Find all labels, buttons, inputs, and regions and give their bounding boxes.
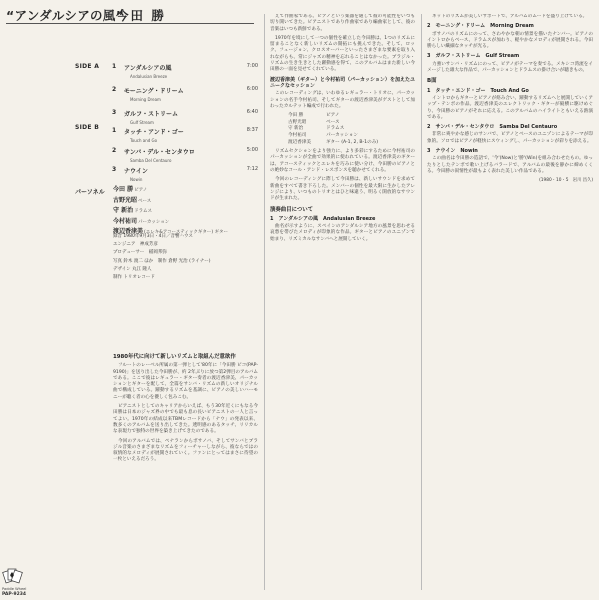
track-b2	[112, 147, 258, 163]
track-commentary-title: 2 サンバ・デル・センタウロ Samba Del Centauro	[427, 124, 558, 131]
essay-paragraph: フルートのレーベル所属の第一弾として'80年に「今田勝 ピコ(PAP-9190)」を送り出した今田勝が、約 2年ぶりに放つ第2弾目のアルバムである。ここで彼はレギュラー・ギター奏者の渡辺香津美、パーカッションとギターを配して、全篇をサンバ・リズムの新しいオリジナル曲で構成している。躍動するリズムを基調に、ピアノの美しいハーモニーが聴く者の心を優しく包みこむ。	[113, 363, 258, 400]
essay-paragraph: ボサノバのリズムにのって、さわやかな朝の情景を描いたナンバー。ピアノのイントロからベース、ドラムスが加わり、軽やかなメロディが展開される。今田勝らしい繊細なタッチが光る。	[427, 31, 593, 50]
track-title-en: Morning Dream	[130, 97, 161, 102]
track-title-jp: サンバ・デル・センタウロ	[124, 149, 195, 156]
essay-paragraph: ピアニストとしてのキャリアからいえば、もう30年近くにもなる今田勝は日本のジャズ界の中でも最も息の長いピアニストの一人と言ってよい。1970年の結成以来TBMレコードから「ナウ」の発表以来、数多くのアルバムを送り出してきた。透明感のあるタッチ、リリカルな表現力で独特の世界を築き上げてきたのである。	[113, 404, 258, 435]
section-heading: 演奏曲目について	[270, 206, 314, 213]
essay-paragraph: えて作曲家である。ピアノという楽器を通して彼の可能性をいつも切り開いてきた。ピアニストであり作曲家であり編曲家として、彼の音楽はいつも新鮮である。	[270, 14, 415, 32]
track-number: 2	[112, 147, 117, 154]
track-duration: 7:00	[246, 63, 258, 69]
essay-column-middle	[270, 14, 415, 594]
track-number: 3	[112, 166, 117, 173]
track-title-en: Nowin	[130, 177, 143, 182]
side-b-heading: B面	[427, 78, 437, 85]
track-commentary-title: 1 アンダルシアの風 Andalusian Breeze	[270, 215, 376, 222]
track-title-jp: アンダルシアの風	[124, 65, 172, 72]
header-rule	[6, 23, 254, 24]
track-commentary-title: 1 タッチ・エンド・ゴー Touch And Go	[427, 87, 529, 94]
track-commentary-title: 3 ガルフ・ストリーム Gulf Stream	[427, 53, 520, 60]
track-duration: 8:37	[246, 127, 258, 133]
personnel-member: 今田 勝ピアノ	[113, 186, 148, 193]
personnel-member: 渡辺香津美(エレキ&アコースティックギター) ギター	[113, 228, 228, 235]
essay-paragraph: イントロからギターとピアノが絡み合い、躍動するリズムへと展開していくアップ・テンポの作品。渡辺香津美のエレクトリック・ギターが縦横に駆けめぐり、今田勝のピアノがそれに応える。このアルバムのハイライトともいえる熱演である。	[427, 95, 593, 120]
session-roster: 今田 勝 ピアノ 古野光昭 ベース 守 新治 ドラムス 今村祐司 パーカッション 渡辺香津美 ギター (A-1, 2, B-1のみ)	[288, 113, 379, 145]
track-title-en: Samba Del Centauro	[130, 158, 172, 163]
track-title-jp: モーニング・ドリーム	[124, 88, 184, 95]
personnel-member: 守 新治ドラムス	[113, 207, 153, 214]
track-title-en: Andalusian Breeze	[130, 74, 168, 79]
track-title-en: Gulf Stream	[130, 120, 154, 125]
track-duration: 5:00	[246, 147, 258, 153]
track-duration: 6:00	[246, 86, 258, 92]
catalog-number: PAP-9234	[2, 592, 26, 597]
track-title-jp: ガルフ・ストリーム	[124, 111, 179, 118]
track-number: 2	[112, 86, 117, 93]
track-duration: 7:12	[246, 166, 258, 172]
essay-paragraph: この曲名は今田勝の造語で、'今'(Now)と'勝'(Win)を組み合わせたもの。ゆったりとしたテンポで歌い上げるバラードで、アルバムの最後を静かに締めくくる。今田勝の叙情性が最もよく表れた美しい作品である。	[427, 156, 593, 174]
essay-paragraph: リズムセクションをより強力に、より多彩にするために今村祐司のパーカッションが全曲で効果的に使われている。渡辺香津美のギターは、アコースティックとエレキを巧みに使い分け、今田勝のピアノとの絶妙なコール・アンド・レスポンスを聴かせてくれる。	[270, 149, 415, 174]
personnel-list	[113, 185, 228, 238]
track-title-en: Touch and Go	[130, 138, 158, 143]
track-duration: 6:40	[246, 109, 258, 115]
label-logo-icon	[2, 565, 24, 587]
track-number: 1	[112, 127, 117, 134]
side-a-label: SIDE A	[75, 63, 100, 70]
essay-paragraph: 今回のアルバムでは、ペナランからボサノバ、そしてサンバとブラジル音楽のさまざまなリズムをフィーチャーしながら、彼ならではの叙情的なメロディが展開されていく。ファンにとってはまさに待望の一枚といえるだろう。	[113, 438, 258, 463]
author-signoff: (1980・10・5 岩川 昌久)	[539, 178, 593, 184]
essay-heading: 1980年代に向けて新しいリズムと取組んだ意欲作	[113, 354, 236, 360]
personnel-member: 今村祐司パーカッション	[113, 217, 170, 225]
essay-paragraph: 今回のレコーディングに際して今田勝は、新しいサウンドを求めて新曲をすべて書き下ろした。メンバーの個性を最大限に生かしたアレンジにより、いつものトリオとはひと味違う、明るく開放的なサウンドが生まれた。	[270, 177, 415, 202]
side-b-label: SIDE B	[75, 124, 100, 131]
artist-name: 今田 勝	[116, 8, 166, 23]
track-title-jp: タッチ・アンド・ゴー	[124, 129, 184, 136]
essay-paragraph: このレコーディングは、いわゆるレギュラー・トリオに、パーカッションの名手今村祐司、そしてギターの渡辺香津美がゲストとして加わったカルテット編成で行われた。	[270, 91, 415, 109]
track-commentary-title: 2 モーニング・ドリーム Morning Dream	[427, 23, 534, 30]
track-b1	[112, 127, 258, 143]
essay-column-right	[427, 14, 593, 594]
personnel-member: 古野光昭ベース	[113, 196, 152, 204]
section-heading: 渡辺香津美（ギター）と今村祐司（パーカッション）を加えたユニークなセッション	[270, 76, 415, 89]
personnel-label: パーソネル	[75, 189, 105, 196]
essay-paragraph: 1970年を境にして一つの個性を確立した今田勝は、1つのリズムに留まることなく新しいリズムの開拓にも挑んできた。そして、ロック、フュージョン、クロスオーバーといったさまざまな要素を取り入れながらも、常にジャズの精神を忘れることはなかった。ブラジル・リズムの生き生きとした躍動感を得て、このアルバムはまた新しい今田勝の一面を見せてくれている。	[270, 35, 415, 73]
column-divider	[264, 14, 265, 590]
track-number: 3	[112, 109, 117, 116]
recording-credits: 録音 1980年9月3日・4日／音響ハウス エンジニア 神成芳彦 プロデューサー 稲岡邦弥 写真 鈴木 渡二 ほか 制作 倉野 光治 (ライナー) デザイン 丸江 隆人 制作 トリオレコード	[113, 234, 211, 281]
essay-column-left	[113, 350, 258, 595]
essay-paragraph: ネットのリズムが美しいサポートで、アルバムのムードを盛り上げている。	[432, 14, 588, 19]
column-divider	[421, 14, 422, 590]
track-commentary-title: 3 ナウイン Nowin	[427, 148, 478, 155]
essay-paragraph: 力強いサンバ・リズムにのって、ピアノがテーマを奏でる。メキシコ湾流をイメージした雄大な作品で、パーカッションとドラムスの掛け合いが聴きもの。	[427, 61, 593, 74]
track-a1	[112, 63, 258, 79]
essay-paragraph: 非常に爽やかな感じのサンバで、ピアノとベースのユニゾンによるテーマが印象的。ソロではピアノが軽快にスウィングし、パーカッションが彩りを添える。	[427, 132, 593, 144]
essay-paragraph: 曲名が示すように、スペインのアンダルシア地方の風景を思わせる哀愁を帯びたメロディが印象的な作品。ギターとピアノのユニゾンで始まり、リズミカルなサンバへと展開していく。	[270, 224, 415, 242]
track-a3	[112, 109, 258, 125]
track-a2	[112, 86, 258, 102]
track-title-jp: ナウイン	[124, 168, 148, 175]
label-name: Paddle Wheel	[2, 587, 27, 591]
album-title: “アンダルシアの風”	[6, 8, 125, 23]
track-number: 1	[112, 63, 117, 70]
track-b3	[112, 166, 258, 182]
